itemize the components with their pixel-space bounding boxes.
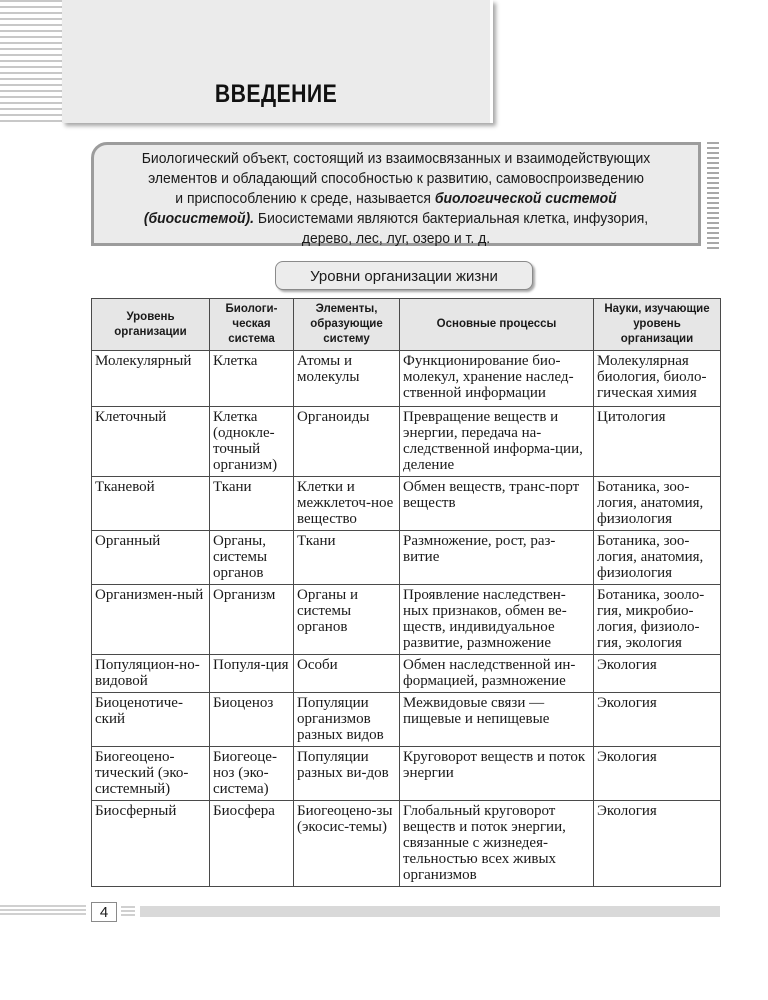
cell-elements: Атомы и молекулы xyxy=(294,351,400,407)
header-elements: Элементы, образующие систему xyxy=(294,299,400,351)
table-row xyxy=(92,693,721,747)
table-row xyxy=(92,407,721,477)
table-row xyxy=(92,585,721,655)
cell-elements: Особи xyxy=(294,655,400,693)
cell-processes: Проявление наследствен-ных признаков, обмен ве-ществ, индивидуальное развитие, размножение xyxy=(400,585,594,655)
cell-system: Популя-ция xyxy=(210,655,294,693)
definition-line-3: и приспособлению к среде, называется xyxy=(175,190,435,207)
cell-sciences: Экология xyxy=(594,693,721,747)
definition-line-1: Биологический объект, состоящий из взаимосвязанных и взаимодействующих xyxy=(141,150,651,167)
cell-system: Организм xyxy=(210,585,294,655)
cell-processes: Обмен веществ, транс-порт веществ xyxy=(400,477,594,531)
definition-line-4: Биосистемами являются бактериальная клетка, инфузория, xyxy=(254,210,649,227)
cell-sciences: Экология xyxy=(594,655,721,693)
table-row xyxy=(92,747,721,801)
cell-sciences: Ботаника, зоо-логия, анатомия, физиология xyxy=(594,531,721,585)
section-label: Уровни организации жизни xyxy=(275,261,533,290)
cell-level: Биоценотиче-ский xyxy=(92,693,210,747)
footer-bar xyxy=(140,906,720,917)
footer-decor-lines xyxy=(0,905,86,917)
cell-level: Органный xyxy=(92,531,210,585)
cell-processes: Обмен наследственной ин-формацией, размножение xyxy=(400,655,594,693)
cell-system: Клетка xyxy=(210,351,294,407)
cell-sciences: Ботаника, зооло-гия, микробио-логия, физиоло-гия, экология xyxy=(594,585,721,655)
cell-elements: Биогеоцено-зы (экосис-темы) xyxy=(294,801,400,887)
cell-processes: Функционирование био-молекул, хранение наслед-ственной информации xyxy=(400,351,594,407)
cell-level: Тканевой xyxy=(92,477,210,531)
cell-processes: Круговорот веществ и поток энергии xyxy=(400,747,594,801)
definition-term-alt: (биосистемой). xyxy=(143,210,255,227)
cell-level: Молекулярный xyxy=(92,351,210,407)
cell-sciences: Экология xyxy=(594,747,721,801)
cell-level: Популяцион-но-видовой xyxy=(92,655,210,693)
chapter-header xyxy=(62,0,493,123)
cell-system: Биоценоз xyxy=(210,693,294,747)
cell-elements: Ткани xyxy=(294,531,400,585)
footer-decor-lines-small xyxy=(121,906,135,917)
cell-elements: Клетки и межклеточ-ное вещество xyxy=(294,477,400,531)
table-row xyxy=(92,801,721,887)
definition-term: биологической системой xyxy=(434,190,617,207)
cell-sciences: Молекулярная биология, биоло-гическая химия xyxy=(594,351,721,407)
cell-system: Биосфера xyxy=(210,801,294,887)
cell-sciences: Ботаника, зоо-логия, анатомия, физиология xyxy=(594,477,721,531)
table-row xyxy=(92,477,721,531)
cell-elements: Органоиды xyxy=(294,407,400,477)
page-number: 4 xyxy=(91,902,117,922)
cell-system: Ткани xyxy=(210,477,294,531)
cell-system: Клетка (однокле-точный организм) xyxy=(210,407,294,477)
cell-level: Биогеоцено-тический (эко-системный) xyxy=(92,747,210,801)
side-decor-stripes xyxy=(707,142,719,250)
cell-system: Органы, системы органов xyxy=(210,531,294,585)
table-header-row xyxy=(92,299,721,351)
header-system: Биологи-ческая система xyxy=(210,299,294,351)
header-level: Уровень организации xyxy=(92,299,210,351)
cell-elements: Популяции организмов разных видов xyxy=(294,693,400,747)
table-row xyxy=(92,351,721,407)
definition-box xyxy=(91,142,701,246)
header-decor-stripes xyxy=(0,0,62,122)
cell-processes: Межвидовые связи — пищевые и непищевые xyxy=(400,693,594,747)
definition-line-2: элементов и обладающий способностью к развитию, самовоспроизведению xyxy=(148,170,644,187)
header-processes: Основные процессы xyxy=(400,299,594,351)
definition-line-5: дерево, лес, луг, озеро и т. д. xyxy=(301,230,491,247)
cell-level: Организмен-ный xyxy=(92,585,210,655)
cell-processes: Глобальный круговорот веществ и поток энергии, связанные с жизнедея-тельностью всех живых организмов xyxy=(400,801,594,887)
cell-system: Биогеоце-ноз (эко-система) xyxy=(210,747,294,801)
cell-sciences: Экология xyxy=(594,801,721,887)
header-sciences: Науки, изучающие уровень организации xyxy=(594,299,721,351)
cell-processes: Превращение веществ и энергии, передача на-следственной информа-ции, деление xyxy=(400,407,594,477)
cell-processes: Размножение, рост, раз-витие xyxy=(400,531,594,585)
cell-elements: Популяции разных ви-дов xyxy=(294,747,400,801)
cell-level: Клеточный xyxy=(92,407,210,477)
levels-table xyxy=(91,298,721,887)
definition-text xyxy=(115,149,677,249)
table-row xyxy=(92,655,721,693)
cell-level: Биосферный xyxy=(92,801,210,887)
cell-sciences: Цитология xyxy=(594,407,721,477)
chapter-title: ВВЕДЕНИЕ xyxy=(214,80,338,108)
table-row xyxy=(92,531,721,585)
cell-elements: Органы и системы органов xyxy=(294,585,400,655)
